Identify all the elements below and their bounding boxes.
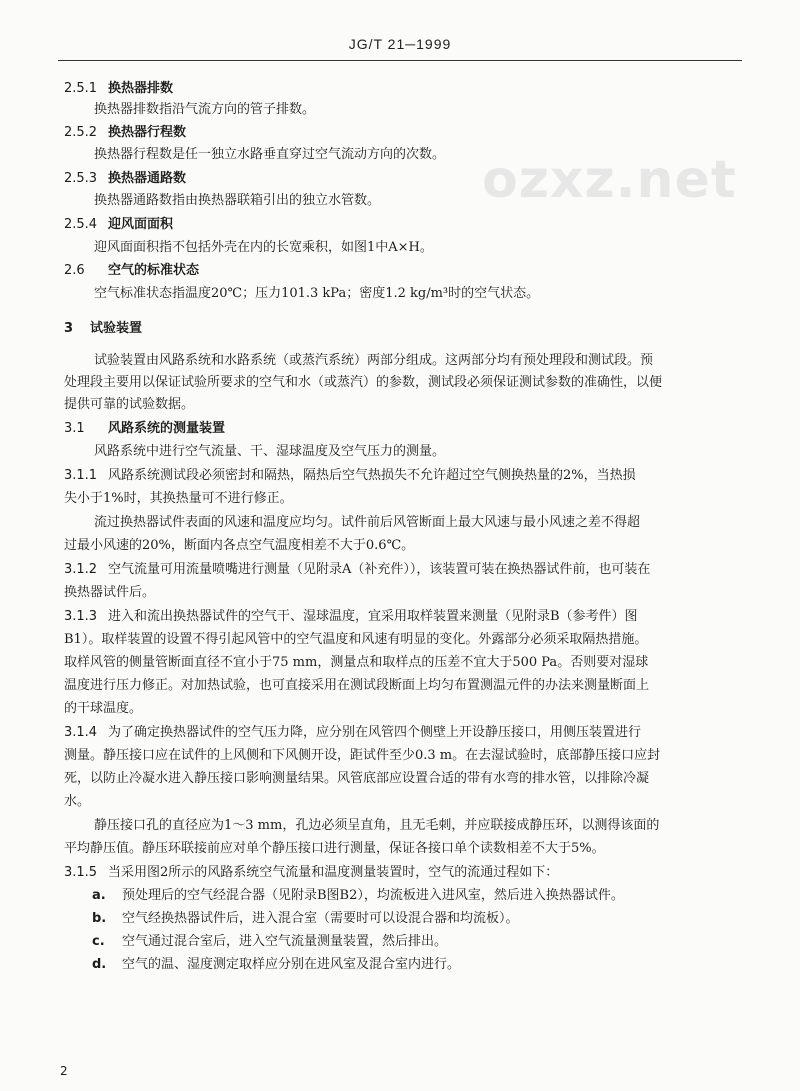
section-3-heading: 3 试验装置 bbox=[64, 321, 143, 336]
section-3-1-5-l1: 3.1.5 当采用图2所示的风路系统空气流量和温度测量装置时，空气的流通过程如下： bbox=[64, 865, 559, 880]
section-3-1-1-l2: 失小于1%时，其换热量可不进行修正。 bbox=[64, 491, 293, 506]
list-item-b: b. 空气经换热器试件后，进入混合室（需要时可以设混合器和均流板）。 bbox=[92, 911, 519, 926]
section-3-1-3-l4: 温度进行压力修正。对加热试验，也可直接采用在测试段断面上均匀布置测温元件的办法来测量断面上 bbox=[64, 678, 650, 693]
section-3-1-4-l4: 水。 bbox=[64, 794, 91, 809]
section-3-1-3-l2: B1）。取样装置的设置不得引起风管中的空气温度和风速有明显的变化。外露部分必须采取隔热措施。 bbox=[64, 632, 648, 647]
section-3-1-4-l5: 静压接口孔的直径应为1～3 mm，孔边必须呈直角，且无毛刺，并应联接成静压环，以测得该面的 bbox=[94, 818, 660, 833]
page-number: 2 bbox=[60, 1064, 68, 1078]
list-item-c: c. 空气通过混合室后，进入空气流量测量装置，然后排出。 bbox=[92, 934, 448, 949]
section-3-1-4-l3: 死，以防止冷凝水进入静压接口影响测量结果。风管底部应设置合适的带有水弯的排水管，以排除冷凝 bbox=[64, 771, 650, 786]
def-2-6-desc: 空气标准状态指温度20℃；压力101.3 kPa；密度1.2 kg/m³时的空气状态。 bbox=[94, 286, 540, 301]
watermark: ozxz.net bbox=[482, 150, 737, 210]
def-2-5-2-desc: 换热器行程数是任一独立水路垂直穿过空气流动方向的次数。 bbox=[94, 147, 446, 162]
def-2-5-3-desc: 换热器通路数指由换热器联箱引出的独立水管数。 bbox=[94, 193, 381, 208]
def-2-5-4-heading: 2.5.4 迎风面面积 bbox=[64, 217, 174, 232]
section-3-1-1-l4: 过最小风速的20%，断面内各点空气温度相差不大于0.6℃。 bbox=[64, 538, 415, 553]
section-3-1-1-l1: 3.1.1 风路系统测试段必须密封和隔热，隔热后空气热损失不允许超过空气侧换热量的2%，当热损 bbox=[64, 468, 636, 483]
def-2-5-1-heading: 2.5.1 换热器排数 bbox=[64, 81, 174, 96]
section-3-1-2-l1: 3.1.2 空气流量可用流量喷嘴进行测量（见附录A（补充件）），该装置可装在换热器试件前，也可装在 bbox=[64, 562, 651, 577]
section-3-1-heading: 3.1 风路系统的测量装置 bbox=[64, 421, 226, 436]
def-2-5-3-heading: 2.5.3 换热器通路数 bbox=[64, 171, 187, 186]
section-3-1-1-l3: 流过换热器试件表面的风速和温度应均匀。试件前后风管断面上最大风速与最小风速之差不得超 bbox=[94, 515, 641, 530]
section-3-1-2-l2: 换热器试件后。 bbox=[64, 585, 156, 600]
section-3-intro-l2: 处理段主要用以保证试验所要求的空气和水（或蒸汽）的参数，测试段必须保证测试参数的准确性，以便 bbox=[64, 375, 663, 390]
def-2-5-2-heading: 2.5.2 换热器行程数 bbox=[64, 125, 187, 140]
section-3-intro-l1: 试验装置由风路系统和水路系统（或蒸汽系统）两部分组成。这两部分均有预处理段和测试段。预 bbox=[94, 353, 654, 368]
def-2-5-4-desc: 迎风面面积指不包括外壳在内的长宽乘积，如图1中A×H。 bbox=[94, 240, 433, 255]
section-3-1-3-l3: 取样风管的侧量管断面直径不宜小于75 mm，测量点和取样点的压差不宜大于500 Pa。否则要对湿球 bbox=[64, 655, 649, 670]
section-3-1-3-l1: 3.1.3 进入和流出换热器试件的空气干、湿球温度，宜采用取样装置来测量（见附录B（参考件）图 bbox=[64, 609, 638, 624]
page-header: JG/T 21─1999 bbox=[348, 36, 452, 52]
def-2-6-heading: 2.6 空气的标准状态 bbox=[64, 263, 200, 278]
section-3-1-4-l2: 测量。静压接口应在试件的上风侧和下风侧开设，距试件至少0.3 m。在去湿试验时，底部静压接口应封 bbox=[64, 748, 661, 763]
list-item-d: d. 空气的温、湿度测定取样应分别在进风室及混合室内进行。 bbox=[92, 957, 461, 972]
section-3-1-desc: 风路系统中进行空气流量、干、湿球温度及空气压力的测量。 bbox=[94, 444, 446, 459]
section-3-intro-l3: 提供可靠的试验数据。 bbox=[64, 397, 195, 412]
section-3-1-4-l6: 平均静压值。静压环联接前应对单个静压接口进行测量，保证各接口单个读数相差不大于5%。 bbox=[64, 841, 605, 856]
header-rule bbox=[58, 60, 742, 61]
section-3-1-4-l1: 3.1.4 为了确定换热器试件的空气压力降，应分别在风管四个侧壁上开设静压接口，用侧压装置进行 bbox=[64, 725, 642, 740]
section-3-1-3-l5: 的干球温度。 bbox=[64, 701, 143, 716]
list-item-a: a. 预处理后的空气经混合器（见附录B图B2），均流板进入进风室，然后进入换热器试件。 bbox=[92, 888, 624, 903]
def-2-5-1-desc: 换热器排数指沿气流方向的管子排数。 bbox=[94, 102, 316, 117]
